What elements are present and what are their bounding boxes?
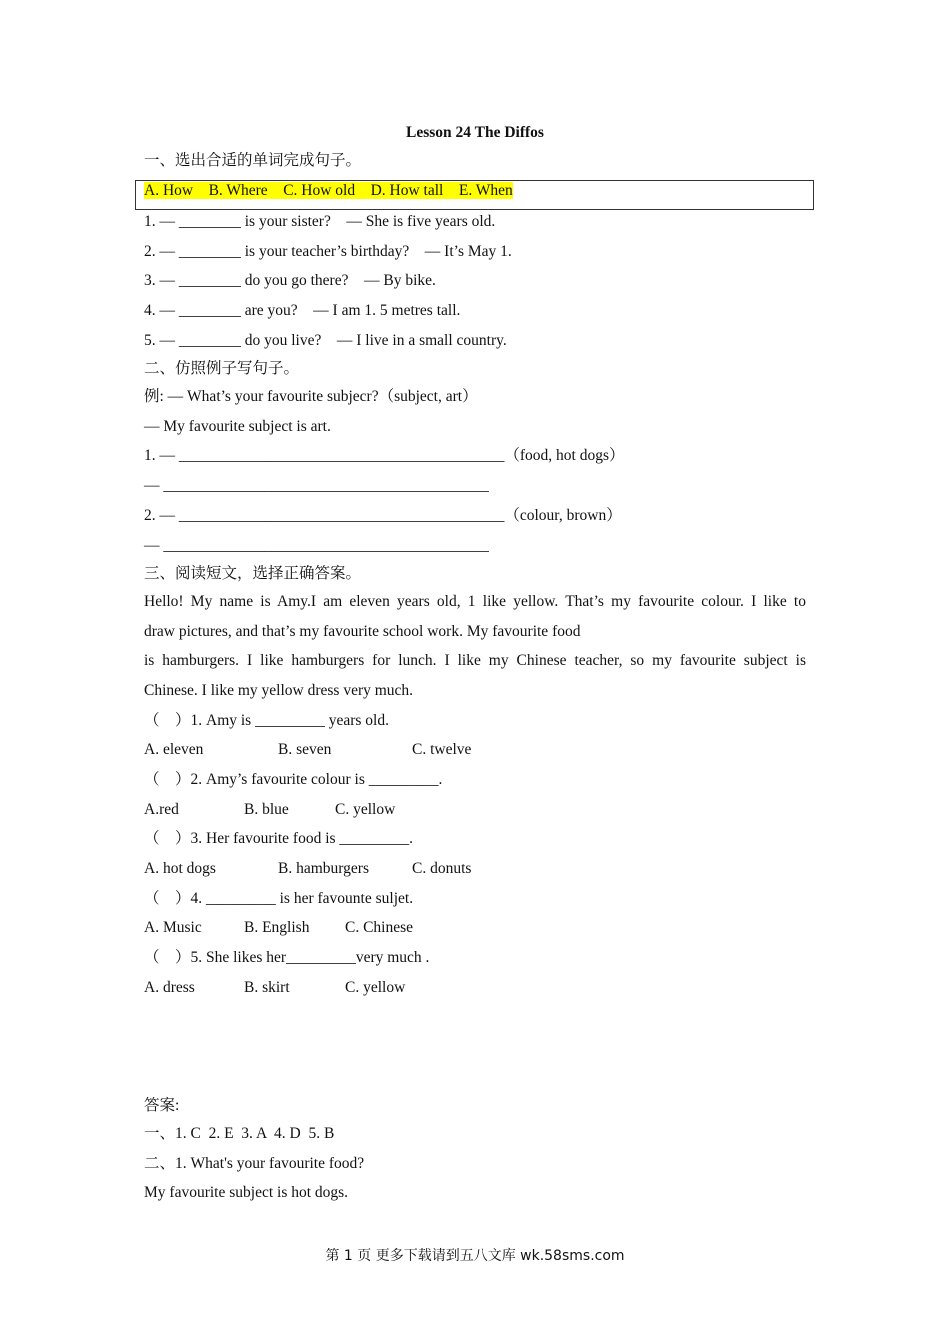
- s1-item-5: 5. — ________ do you live? — I live in a small country.: [144, 332, 507, 349]
- s3-q4-option-b: B. English: [244, 919, 310, 936]
- s2-example-question: 例: — What’s your favourite subjecr?（subject, art）: [144, 388, 478, 405]
- s1-item-3: 3. — ________ do you go there? — By bike.: [144, 272, 436, 289]
- s3-question-1: （ ）1. Amy is _________ years old.: [144, 712, 389, 729]
- passage-line-3: is hamburgers. I like hamburgers for lunch. I like my Chinese teacher, so my favourite subject is: [144, 652, 806, 669]
- s3-q2-option-b: B. blue: [244, 801, 289, 818]
- s3-q2-option-c: C. yellow: [335, 801, 396, 818]
- s2-example-answer: — My favourite subject is art.: [144, 418, 331, 435]
- s1-item-2: 2. — ________ is your teacher’s birthday? — It’s May 1.: [144, 243, 512, 260]
- page-title: Lesson 24 The Diffos: [406, 124, 544, 141]
- passage-line-4: Chinese. I like my yellow dress very much.: [144, 682, 414, 699]
- answers-line-2: 二、1. What's your favourite food?: [144, 1155, 365, 1172]
- answers-heading: 答案:: [144, 1097, 180, 1114]
- s3-question-3: （ ）3. Her favourite food is _________.: [144, 830, 414, 847]
- s2-answer-1: — __________________________________________: [144, 477, 489, 494]
- section2-heading: 二、仿照例子写句子。: [144, 360, 300, 377]
- s3-q2-option-a: A.red: [144, 801, 179, 818]
- s1-item-4: 4. — ________ are you? — I am 1. 5 metres tall.: [144, 302, 461, 319]
- s3-q1-option-c: C. twelve: [412, 741, 472, 758]
- s3-question-5: （ ）5. She likes her_________very much .: [144, 949, 430, 966]
- word-bank-text: A. How B. Where C. How old D. How tall E. When: [144, 182, 513, 199]
- page-footer: 第 1 页 更多下载请到五八文库 wk.58sms.com: [325, 1248, 625, 1264]
- passage-line-2: draw pictures, and that’s my favourite school work. My favourite food: [144, 623, 581, 640]
- s2-question-2: 2. — __________________________________________（colour, brown）: [144, 507, 622, 524]
- s3-q5-option-c: C. yellow: [345, 979, 406, 996]
- s3-q3-option-c: C. donuts: [412, 860, 472, 877]
- answers-line-3: My favourite subject is hot dogs.: [144, 1184, 349, 1201]
- word-bank: [144, 181, 513, 201]
- passage-line-1: Hello! My name is Amy.I am eleven years old, 1 like yellow. That’s my favourite colour. I like to: [144, 593, 806, 610]
- s3-q4-option-c: C. Chinese: [345, 919, 414, 936]
- s2-answer-2: — __________________________________________: [144, 537, 489, 554]
- s3-question-2: （ ）2. Amy’s favourite colour is _________.: [144, 771, 443, 788]
- s3-q5-option-b: B. skirt: [244, 979, 290, 996]
- section3-heading: 三、阅读短文，选择正确答案。: [144, 565, 362, 582]
- s2-question-1: 1. — __________________________________________（food, hot dogs）: [144, 447, 625, 464]
- s3-question-4: （ ）4. _________ is her favounte suljet.: [144, 890, 414, 907]
- s3-q1-option-a: A. eleven: [144, 741, 204, 758]
- s3-q1-option-b: B. seven: [278, 741, 332, 758]
- section1-heading: 一、选出合适的单词完成句子。: [144, 152, 362, 169]
- s3-q3-option-a: A. hot dogs: [144, 860, 216, 877]
- s3-q4-option-a: A. Music: [144, 919, 202, 936]
- answers-line-1: 一、1. C 2. E 3. A 4. D 5. B: [144, 1125, 335, 1142]
- s3-q3-option-b: B. hamburgers: [278, 860, 369, 877]
- s1-item-1: 1. — ________ is your sister? — She is five years old.: [144, 213, 496, 230]
- s3-q5-option-a: A. dress: [144, 979, 195, 996]
